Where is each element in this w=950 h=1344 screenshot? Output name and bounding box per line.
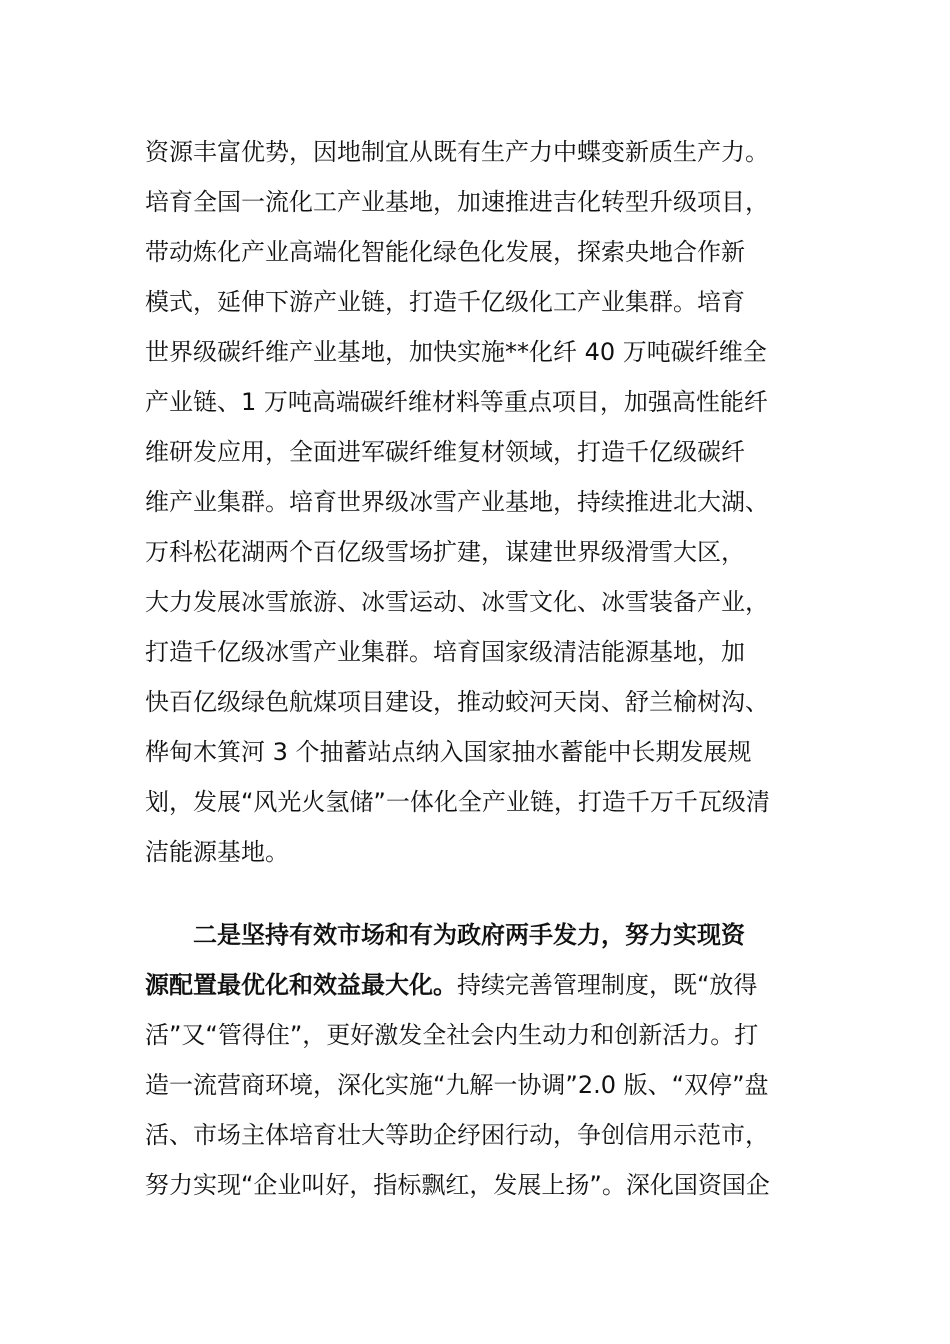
paragraph-1-line: 世界级碳纤维产业基地，加快实施**化纤 40 万吨碳纤维全 — [145, 338, 767, 366]
paragraph-1 — [145, 127, 810, 877]
paragraph-1-line: 大力发展冰雪旅游、冰雪运动、冰雪文化、冰雪装备产业， — [145, 588, 769, 616]
paragraph-2-line: 活”又“管得住”，更好激发全社会内生动力和创新活力。打 — [145, 1021, 759, 1049]
paragraph-1-line: 培育全国一流化工产业基地，加速推进吉化转型升级项目， — [145, 188, 769, 216]
paragraph-2-mixed-line — [145, 960, 810, 1010]
paragraph-1-line: 维产业集群。培育世界级冰雪产业基地，持续推进北大湖、 — [145, 488, 769, 516]
paragraph-2-line: 努力实现“企业叫好，指标飘红，发展上扬”。深化国资国企 — [145, 1171, 770, 1199]
paragraph-1-line: 划，发展“风光火氢储”一体化全产业链，打造千万千瓦级清 — [145, 788, 770, 816]
paragraph-1-line: 万科松花湖两个百亿级雪场扩建，谋建世界级滑雪大区， — [145, 538, 745, 566]
paragraph-2-line: 造一流营商环境，深化实施“九解一协调”2.0 版、“双停”盘 — [145, 1071, 769, 1099]
paragraph-1-line: 产业链、1 万吨高端碳纤维材料等重点项目，加强高性能纤 — [145, 388, 768, 416]
paragraph-2 — [145, 910, 810, 1210]
paragraph-1-line: 打造千亿级冰雪产业集群。培育国家级清洁能源基地，加 — [145, 638, 745, 666]
paragraph-2-heading-line: 二是坚持有效市场和有为政府两手发力，努力实现资 — [193, 921, 745, 949]
paragraph-2-heading-end: 源配置最优化和效益最大化。 — [145, 971, 457, 999]
paragraph-1-line: 桦甸木箕河 3 个抽蓄站点纳入国家抽水蓄能中长期发展规 — [145, 738, 752, 766]
paragraph-1-line: 资源丰富优势，因地制宜从既有生产力中蝶变新质生产力。 — [145, 138, 769, 166]
paragraph-1-line: 洁能源基地。 — [145, 838, 289, 866]
paragraph-1-line: 维研发应用，全面进军碳纤维复材领域，打造千亿级碳纤 — [145, 438, 745, 466]
paragraph-1-line: 模式，延伸下游产业链，打造千亿级化工产业集群。培育 — [145, 288, 745, 316]
paragraph-1-line: 快百亿级绿色航煤项目建设，推动蛟河天岗、舒兰榆树沟、 — [145, 688, 769, 716]
paragraph-2-body-start: 持续完善管理制度，既“放得 — [457, 971, 758, 999]
paragraph-2-line: 活、市场主体培育壮大等助企纾困行动，争创信用示范市， — [145, 1121, 769, 1149]
paragraph-1-line: 带动炼化产业高端化智能化绿色化发展，探索央地合作新 — [145, 238, 745, 266]
